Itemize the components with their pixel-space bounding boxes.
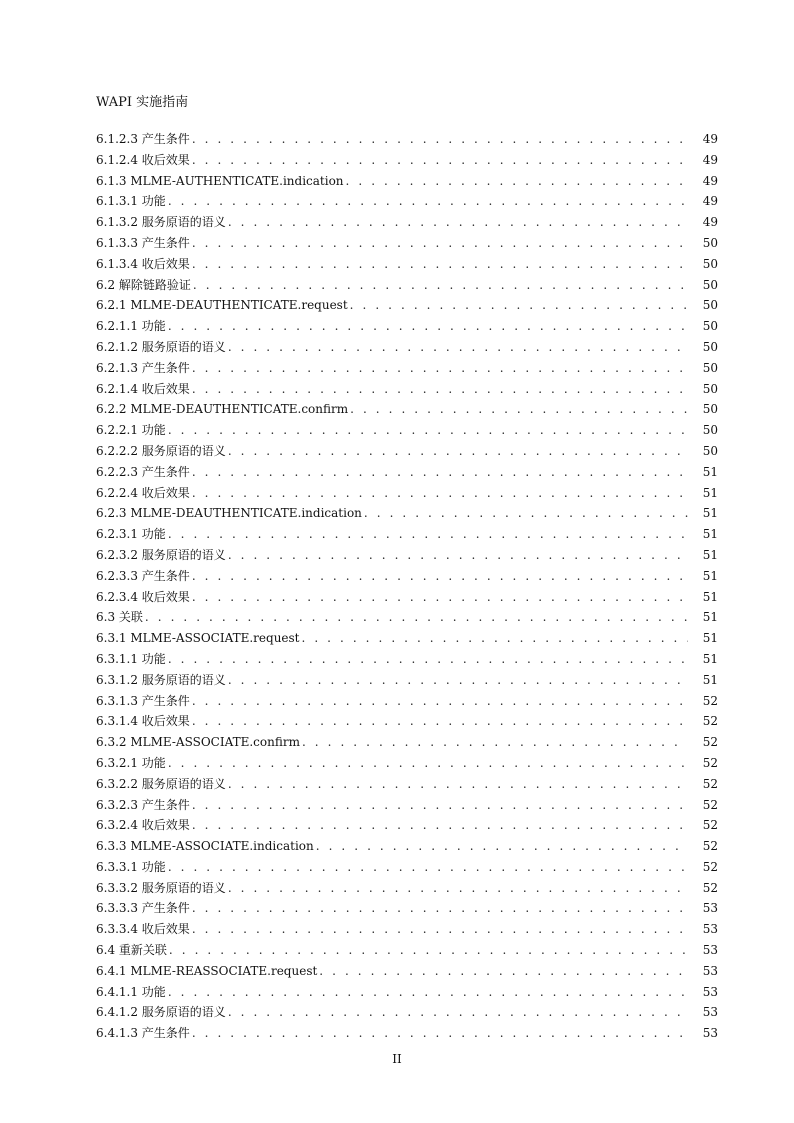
dot-leader	[228, 545, 688, 566]
dot-leader	[350, 399, 688, 420]
dot-leader	[168, 524, 688, 545]
dot-leader	[192, 483, 688, 504]
toc-entry[interactable]	[96, 212, 718, 233]
toc-entry-label: 6.2.2.4 收后效果	[96, 485, 190, 500]
toc-entry-page: 50	[702, 443, 718, 458]
toc-entry-page: 51	[702, 631, 718, 646]
dot-leader	[302, 732, 688, 753]
toc-entry-page: 53	[702, 1005, 718, 1020]
toc-entry-label: 6.4.1.2 服务原语的语义	[96, 1005, 226, 1020]
page-number: II	[392, 1052, 402, 1066]
toc-entry-page: 50	[702, 381, 718, 396]
dot-leader	[192, 462, 688, 483]
toc-entry-label: 6.1.3.4 收后效果	[96, 256, 190, 271]
dot-leader	[316, 836, 688, 857]
toc-entry-page: 50	[702, 277, 718, 292]
toc-entry-label: 6.3.3.3 产生条件	[96, 901, 190, 916]
toc-entry-page: 51	[702, 464, 718, 479]
toc-entry-page: 50	[702, 235, 718, 250]
toc-entry-page: 51	[702, 651, 718, 666]
dot-leader	[192, 358, 688, 379]
toc-entry[interactable]	[96, 524, 718, 545]
dot-leader	[168, 753, 688, 774]
toc-entry[interactable]	[96, 711, 718, 732]
toc-entry[interactable]	[96, 171, 718, 192]
toc-entry-page: 52	[702, 714, 718, 729]
dot-leader	[228, 774, 688, 795]
toc-entry-label: 6.2.1.2 服务原语的语义	[96, 339, 226, 354]
toc-entry[interactable]	[96, 878, 718, 899]
toc-entry-label: 6.2.3 MLME-DEAUTHENTICATE.indication	[96, 506, 362, 521]
toc-entry-page: 49	[702, 152, 718, 167]
toc-entry[interactable]	[96, 545, 718, 566]
toc-entry-label: 6.2.3.2 服务原语的语义	[96, 547, 226, 562]
dot-leader	[168, 420, 688, 441]
toc-entry-label: 6.4 重新关联	[96, 943, 167, 958]
toc-entry[interactable]	[96, 1023, 718, 1044]
dot-leader	[168, 316, 688, 337]
dot-leader	[192, 1023, 688, 1044]
toc-entry[interactable]	[96, 295, 718, 316]
toc-entry-page: 51	[702, 589, 718, 604]
dot-leader	[169, 940, 688, 961]
toc-entry-page: 50	[702, 423, 718, 438]
toc-entry[interactable]	[96, 732, 718, 753]
toc-entry[interactable]	[96, 379, 718, 400]
toc-entry[interactable]	[96, 919, 718, 940]
toc-entry-label: 6.2 解除链路验证	[96, 277, 191, 292]
toc-entry-label: 6.3.2.2 服务原语的语义	[96, 776, 226, 791]
dot-leader	[192, 587, 688, 608]
toc-entry-page: 51	[702, 672, 718, 687]
toc-entry-page: 53	[702, 984, 718, 999]
dot-leader	[192, 233, 688, 254]
toc-entry-page: 51	[702, 568, 718, 583]
dot-leader	[192, 254, 688, 275]
toc-entry[interactable]	[96, 982, 718, 1003]
toc-entry[interactable]	[96, 628, 718, 649]
toc-entry[interactable]	[96, 836, 718, 857]
toc-entry-label: 6.2.2 MLME-DEAUTHENTICATE.confirm	[96, 402, 349, 417]
toc-entry-page: 51	[702, 527, 718, 542]
dot-leader	[192, 566, 688, 587]
toc-entry-label: 6.3.1.1 功能	[96, 651, 166, 666]
toc-entry[interactable]	[96, 795, 718, 816]
dot-leader	[168, 857, 688, 878]
toc-entry-label: 6.1.2.4 收后效果	[96, 152, 190, 167]
toc-entry-label: 6.3.3.1 功能	[96, 859, 166, 874]
dot-leader	[350, 295, 688, 316]
toc-entry[interactable]	[96, 607, 718, 628]
dot-leader	[228, 878, 688, 899]
toc-entry[interactable]	[96, 1002, 718, 1023]
toc-entry[interactable]	[96, 441, 718, 462]
toc-entry-page: 53	[702, 943, 718, 958]
dot-leader	[192, 129, 688, 150]
toc-entry-label: 6.3.3.4 收后效果	[96, 922, 190, 937]
toc-entry[interactable]	[96, 753, 718, 774]
toc-entry-page: 51	[702, 485, 718, 500]
toc-entry[interactable]	[96, 503, 718, 524]
dot-leader	[192, 691, 688, 712]
toc-entry-page: 50	[702, 298, 718, 313]
dot-leader	[302, 628, 688, 649]
toc-entry[interactable]	[96, 566, 718, 587]
toc-entry[interactable]	[96, 940, 718, 961]
toc-entry-label: 6.3.1.3 产生条件	[96, 693, 190, 708]
dot-leader	[192, 379, 688, 400]
toc-entry-label: 6.3.1.2 服务原语的语义	[96, 672, 226, 687]
toc-entry-page: 49	[702, 132, 718, 146]
toc-entry[interactable]	[96, 420, 718, 441]
toc-entry-page: 50	[702, 360, 718, 375]
toc-entry-page: 50	[702, 402, 718, 417]
toc-entry[interactable]	[96, 462, 718, 483]
toc-entry[interactable]	[96, 898, 718, 919]
dot-leader	[228, 670, 688, 691]
toc-entry[interactable]	[96, 483, 718, 504]
toc-entry-label: 6.1.3 MLME-AUTHENTICATE.indication	[96, 173, 344, 188]
toc-entry-label: 6.3.1.4 收后效果	[96, 714, 190, 729]
toc-entry-page: 51	[702, 547, 718, 562]
toc-entry[interactable]	[96, 670, 718, 691]
toc-entry-label: 6.1.3.3 产生条件	[96, 235, 190, 250]
dot-leader	[364, 503, 688, 524]
toc-entry[interactable]	[96, 649, 718, 670]
toc-entry-label: 6.2.3.1 功能	[96, 527, 166, 542]
dot-leader	[192, 795, 688, 816]
toc-entry[interactable]	[96, 254, 718, 275]
dot-leader	[228, 441, 688, 462]
toc-entry-label: 6.3 关联	[96, 610, 143, 625]
toc-entry[interactable]	[96, 857, 718, 878]
dot-leader	[319, 961, 688, 982]
toc-entry-page: 49	[702, 215, 718, 230]
toc-entry-label: 6.3.2.3 产生条件	[96, 797, 190, 812]
toc-entry-label: 6.2.2.3 产生条件	[96, 464, 190, 479]
table-of-contents	[96, 129, 718, 1044]
toc-entry[interactable]	[96, 316, 718, 337]
toc-entry-page: 52	[702, 880, 718, 895]
toc-entry-label: 6.2.1.4 收后效果	[96, 381, 190, 396]
toc-entry-page: 52	[702, 735, 718, 750]
toc-entry[interactable]	[96, 774, 718, 795]
toc-entry-page: 53	[702, 922, 718, 937]
dot-leader	[228, 212, 688, 233]
toc-entry-page: 53	[702, 901, 718, 916]
toc-entry-label: 6.3.3.2 服务原语的语义	[96, 880, 226, 895]
toc-entry-page: 50	[702, 339, 718, 354]
toc-entry-label: 6.4.1 MLME-REASSOCIATE.request	[96, 963, 318, 978]
toc-entry-label: 6.2.3.3 产生条件	[96, 568, 190, 583]
dot-leader	[228, 1002, 688, 1023]
toc-entry-page: 52	[702, 797, 718, 812]
toc-entry-label: 6.2.1 MLME-DEAUTHENTICATE.request	[96, 298, 348, 313]
dot-leader	[192, 919, 688, 940]
toc-entry-label: 6.3.1 MLME-ASSOCIATE.request	[96, 631, 300, 646]
toc-entry-label: 6.1.3.2 服务原语的语义	[96, 215, 226, 230]
toc-entry-page: 51	[702, 506, 718, 521]
toc-entry-page: 52	[702, 776, 718, 791]
toc-entry-label: 6.2.2.1 功能	[96, 423, 166, 438]
toc-entry-label: 6.3.2.4 收后效果	[96, 818, 190, 833]
dot-leader	[168, 649, 688, 670]
toc-entry-label: 6.4.1.1 功能	[96, 984, 166, 999]
running-header: WAPI 实施指南	[96, 95, 189, 110]
toc-entry-page: 53	[702, 1026, 718, 1041]
toc-entry[interactable]	[96, 691, 718, 712]
toc-entry-page: 51	[702, 610, 718, 625]
toc-entry[interactable]	[96, 961, 718, 982]
toc-entry[interactable]	[96, 191, 718, 212]
toc-entry-page: 52	[702, 818, 718, 833]
dot-leader	[168, 982, 688, 1003]
toc-entry-page: 50	[702, 319, 718, 334]
toc-entry[interactable]	[96, 233, 718, 254]
toc-entry[interactable]	[96, 150, 718, 171]
toc-entry-label: 6.3.2 MLME-ASSOCIATE.confirm	[96, 735, 300, 750]
dot-leader	[192, 150, 688, 171]
toc-entry[interactable]	[96, 275, 718, 296]
dot-leader	[193, 275, 688, 296]
toc-entry-label: 6.2.2.2 服务原语的语义	[96, 443, 226, 458]
toc-entry-page: 49	[702, 173, 718, 188]
dot-leader	[192, 815, 688, 836]
toc-entry-page: 50	[702, 256, 718, 271]
toc-entry-page: 53	[702, 963, 718, 978]
toc-entry-page: 52	[702, 839, 718, 854]
toc-entry-page: 52	[702, 859, 718, 874]
toc-entry[interactable]	[96, 358, 718, 379]
toc-entry-label: 6.2.1.3 产生条件	[96, 360, 190, 375]
toc-entry-label: 6.2.3.4 收后效果	[96, 589, 190, 604]
toc-entry[interactable]	[96, 815, 718, 836]
dot-leader	[192, 898, 688, 919]
toc-entry[interactable]	[96, 399, 718, 420]
toc-entry-page: 52	[702, 755, 718, 770]
toc-entry-label: 6.1.2.3 产生条件	[96, 132, 190, 146]
toc-entry-label: 6.3.2.1 功能	[96, 755, 166, 770]
dot-leader	[192, 711, 688, 732]
toc-entry[interactable]	[96, 337, 718, 358]
toc-entry-page: 52	[702, 693, 718, 708]
dot-leader	[228, 337, 688, 358]
dot-leader	[346, 171, 688, 192]
toc-entry-label: 6.4.1.3 产生条件	[96, 1026, 190, 1041]
dot-leader	[168, 191, 688, 212]
toc-entry-label: 6.1.3.1 功能	[96, 194, 166, 209]
dot-leader	[145, 607, 688, 628]
toc-entry[interactable]	[96, 129, 718, 150]
toc-entry-label: 6.2.1.1 功能	[96, 319, 166, 334]
toc-entry[interactable]	[96, 587, 718, 608]
toc-entry-label: 6.3.3 MLME-ASSOCIATE.indication	[96, 839, 314, 854]
toc-entry-page: 49	[702, 194, 718, 209]
